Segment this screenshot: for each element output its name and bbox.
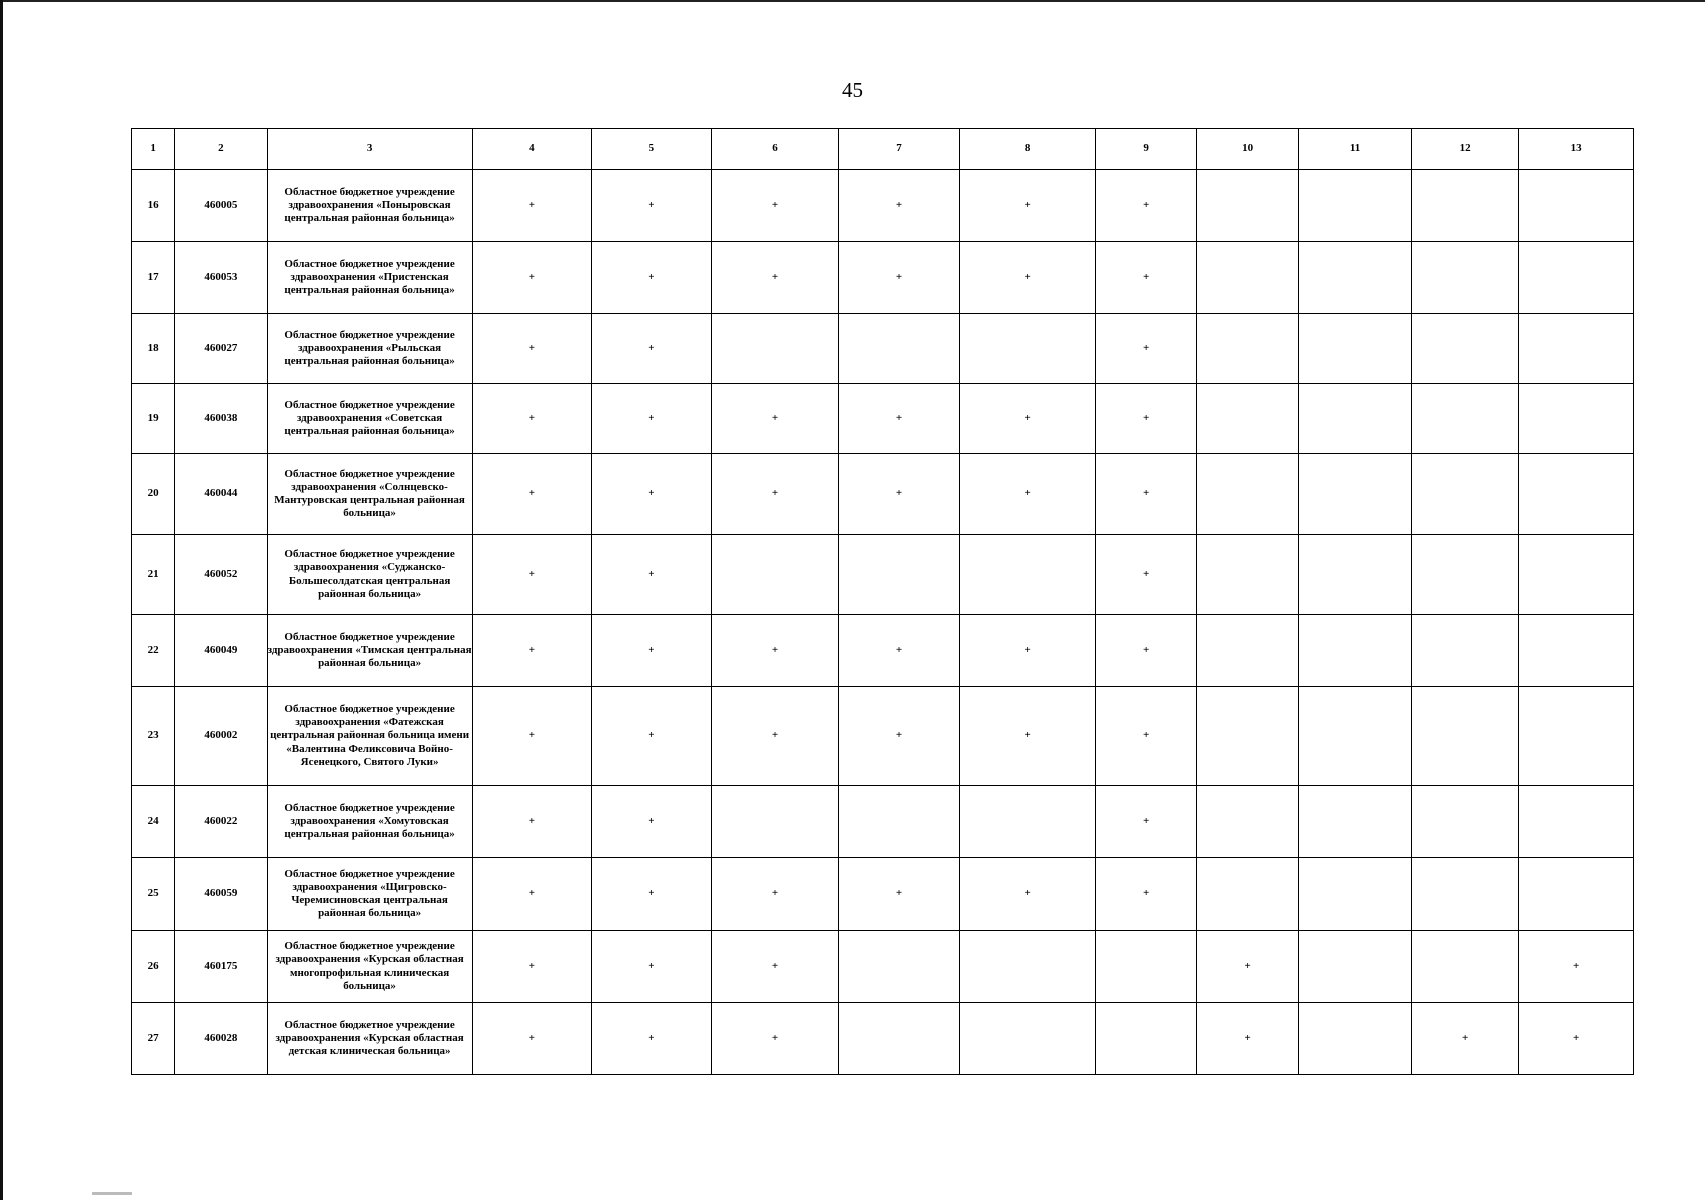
table-row	[132, 170, 1634, 242]
mark-cell-col-12	[1411, 615, 1519, 687]
mark-cell-col-12	[1411, 858, 1519, 931]
mark-cell-col-8: +	[959, 170, 1096, 242]
row-number: 26	[132, 931, 175, 1003]
mark-cell-col-5: +	[592, 858, 712, 931]
mark-cell-col-6: +	[711, 170, 839, 242]
mark-cell-col-12	[1411, 687, 1519, 786]
mark-cell-col-6: +	[711, 858, 839, 931]
mark-cell-col-10	[1196, 786, 1298, 858]
mark-cell-col-7: +	[839, 687, 960, 786]
mark-cell-col-10	[1196, 170, 1298, 242]
row-number: 19	[132, 384, 175, 454]
facility-name: Областное бюджетное учреждение здравоохранения «Тимская центральная районная больница»	[267, 615, 472, 687]
mark-cell-col-7	[839, 1003, 960, 1075]
mark-cell-col-5: +	[592, 931, 712, 1003]
mark-cell-col-12	[1411, 242, 1519, 314]
mark-cell-col-12	[1411, 384, 1519, 454]
column-header-5: 5	[592, 129, 712, 170]
mark-cell-col-13	[1519, 687, 1634, 786]
mark-cell-col-13	[1519, 786, 1634, 858]
mark-cell-col-7	[839, 535, 960, 615]
column-header-3: 3	[267, 129, 472, 170]
mark-cell-col-10	[1196, 242, 1298, 314]
mark-cell-col-11	[1299, 242, 1412, 314]
mark-cell-col-6	[711, 535, 839, 615]
row-number: 23	[132, 687, 175, 786]
column-header-4: 4	[472, 129, 592, 170]
mark-cell-col-9: +	[1096, 384, 1196, 454]
facility-name: Областное бюджетное учреждение здравоохранения «Курская областная детская клиническая больница»	[267, 1003, 472, 1075]
mark-cell-col-5: +	[592, 535, 712, 615]
facility-code: 460053	[175, 242, 267, 314]
column-header-7: 7	[839, 129, 960, 170]
mark-cell-col-11	[1299, 170, 1412, 242]
facility-code: 460049	[175, 615, 267, 687]
table-row	[132, 454, 1634, 535]
mark-cell-col-6: +	[711, 454, 839, 535]
mark-cell-col-11	[1299, 314, 1412, 384]
mark-cell-col-12	[1411, 314, 1519, 384]
mark-cell-col-13	[1519, 454, 1634, 535]
mark-cell-col-8: +	[959, 384, 1096, 454]
mark-cell-col-6: +	[711, 1003, 839, 1075]
mark-cell-col-9: +	[1096, 454, 1196, 535]
facility-code: 460052	[175, 535, 267, 615]
table-row	[132, 314, 1634, 384]
mark-cell-col-7	[839, 931, 960, 1003]
mark-cell-col-6: +	[711, 384, 839, 454]
facility-name: Областное бюджетное учреждение здравоохранения «Фатежская центральная районная больница имени «Валентина Феликсовича Войно-Ясенецкого, Святого Луки»	[267, 687, 472, 786]
mark-cell-col-13	[1519, 242, 1634, 314]
table-row	[132, 1003, 1634, 1075]
mark-cell-col-10	[1196, 858, 1298, 931]
mark-cell-col-8: +	[959, 242, 1096, 314]
mark-cell-col-7: +	[839, 242, 960, 314]
mark-cell-col-8	[959, 1003, 1096, 1075]
mark-cell-col-7: +	[839, 454, 960, 535]
column-header-13: 13	[1519, 129, 1634, 170]
mark-cell-col-5: +	[592, 314, 712, 384]
mark-cell-col-11	[1299, 454, 1412, 535]
mark-cell-col-6: +	[711, 687, 839, 786]
mark-cell-col-5: +	[592, 615, 712, 687]
facility-code: 460005	[175, 170, 267, 242]
mark-cell-col-4: +	[472, 314, 592, 384]
facility-name: Областное бюджетное учреждение здравоохранения «Поныровская центральная районная больница»	[267, 170, 472, 242]
row-number: 24	[132, 786, 175, 858]
page-left-edge	[0, 0, 3, 1200]
mark-cell-col-11	[1299, 931, 1412, 1003]
mark-cell-col-11	[1299, 786, 1412, 858]
mark-cell-col-8	[959, 786, 1096, 858]
page-number: 45	[842, 78, 863, 102]
mark-cell-col-8: +	[959, 858, 1096, 931]
mark-cell-col-8	[959, 535, 1096, 615]
mark-cell-col-6: +	[711, 615, 839, 687]
mark-cell-col-4: +	[472, 1003, 592, 1075]
mark-cell-col-11	[1299, 1003, 1412, 1075]
mark-cell-col-4: +	[472, 535, 592, 615]
mark-cell-col-7: +	[839, 384, 960, 454]
mark-cell-col-13	[1519, 170, 1634, 242]
mark-cell-col-12	[1411, 454, 1519, 535]
mark-cell-col-4: +	[472, 786, 592, 858]
mark-cell-col-6	[711, 786, 839, 858]
mark-cell-col-13	[1519, 314, 1634, 384]
mark-cell-col-4: +	[472, 615, 592, 687]
facility-name: Областное бюджетное учреждение здравоохранения «Курская областная многопрофильная клиническая больница»	[267, 931, 472, 1003]
facility-code: 460175	[175, 931, 267, 1003]
mark-cell-col-10	[1196, 384, 1298, 454]
mark-cell-col-10	[1196, 615, 1298, 687]
mark-cell-col-13: +	[1519, 931, 1634, 1003]
mark-cell-col-8: +	[959, 687, 1096, 786]
table-row	[132, 687, 1634, 786]
row-number: 25	[132, 858, 175, 931]
mark-cell-col-11	[1299, 535, 1412, 615]
facilities-table	[131, 128, 1634, 1075]
scan-artifact	[92, 1192, 132, 1195]
mark-cell-col-9: +	[1096, 687, 1196, 786]
header-row	[132, 129, 1634, 170]
mark-cell-col-4: +	[472, 687, 592, 786]
column-header-1: 1	[132, 129, 175, 170]
mark-cell-col-7	[839, 314, 960, 384]
facility-name: Областное бюджетное учреждение здравоохранения «Суджанско-Большесолдатская центральная районная больница»	[267, 535, 472, 615]
facility-code: 460027	[175, 314, 267, 384]
mark-cell-col-11	[1299, 687, 1412, 786]
table-row	[132, 786, 1634, 858]
table-row	[132, 858, 1634, 931]
mark-cell-col-9: +	[1096, 170, 1196, 242]
mark-cell-col-9: +	[1096, 242, 1196, 314]
mark-cell-col-8: +	[959, 615, 1096, 687]
facility-name: Областное бюджетное учреждение здравоохранения «Рыльская центральная районная больница»	[267, 314, 472, 384]
column-header-6: 6	[711, 129, 839, 170]
mark-cell-col-12	[1411, 535, 1519, 615]
mark-cell-col-10: +	[1196, 1003, 1298, 1075]
mark-cell-col-13: +	[1519, 1003, 1634, 1075]
mark-cell-col-10	[1196, 535, 1298, 615]
mark-cell-col-9	[1096, 1003, 1196, 1075]
row-number: 16	[132, 170, 175, 242]
mark-cell-col-5: +	[592, 454, 712, 535]
column-header-11: 11	[1299, 129, 1412, 170]
mark-cell-col-9: +	[1096, 535, 1196, 615]
mark-cell-col-11	[1299, 615, 1412, 687]
facility-code: 460022	[175, 786, 267, 858]
mark-cell-col-8: +	[959, 454, 1096, 535]
mark-cell-col-6: +	[711, 931, 839, 1003]
facility-name: Областное бюджетное учреждение здравоохранения «Хомутовская центральная районная больница»	[267, 786, 472, 858]
mark-cell-col-13	[1519, 384, 1634, 454]
row-number: 21	[132, 535, 175, 615]
mark-cell-col-10	[1196, 314, 1298, 384]
mark-cell-col-4: +	[472, 931, 592, 1003]
mark-cell-col-7	[839, 786, 960, 858]
facility-code: 460044	[175, 454, 267, 535]
mark-cell-col-7: +	[839, 615, 960, 687]
mark-cell-col-5: +	[592, 687, 712, 786]
mark-cell-col-9: +	[1096, 786, 1196, 858]
column-header-12: 12	[1411, 129, 1519, 170]
facility-code: 460002	[175, 687, 267, 786]
mark-cell-col-5: +	[592, 170, 712, 242]
mark-cell-col-12	[1411, 170, 1519, 242]
mark-cell-col-7: +	[839, 858, 960, 931]
mark-cell-col-5: +	[592, 1003, 712, 1075]
mark-cell-col-8	[959, 931, 1096, 1003]
mark-cell-col-9: +	[1096, 615, 1196, 687]
mark-cell-col-4: +	[472, 242, 592, 314]
mark-cell-col-4: +	[472, 858, 592, 931]
mark-cell-col-4: +	[472, 454, 592, 535]
mark-cell-col-9: +	[1096, 858, 1196, 931]
mark-cell-col-6	[711, 314, 839, 384]
mark-cell-col-5: +	[592, 384, 712, 454]
facility-name: Областное бюджетное учреждение здравоохранения «Пристенская центральная районная больница»	[267, 242, 472, 314]
mark-cell-col-10	[1196, 687, 1298, 786]
row-number: 27	[132, 1003, 175, 1075]
facility-code: 460028	[175, 1003, 267, 1075]
mark-cell-col-10	[1196, 454, 1298, 535]
mark-cell-col-5: +	[592, 786, 712, 858]
mark-cell-col-12	[1411, 931, 1519, 1003]
mark-cell-col-12	[1411, 786, 1519, 858]
facility-code: 460038	[175, 384, 267, 454]
page-top-edge	[0, 0, 1705, 2]
table-row	[132, 931, 1634, 1003]
column-header-9: 9	[1096, 129, 1196, 170]
mark-cell-col-4: +	[472, 170, 592, 242]
mark-cell-col-13	[1519, 858, 1634, 931]
column-header-8: 8	[959, 129, 1096, 170]
row-number: 17	[132, 242, 175, 314]
table-row	[132, 384, 1634, 454]
mark-cell-col-11	[1299, 384, 1412, 454]
table-body	[132, 170, 1634, 1075]
row-number: 20	[132, 454, 175, 535]
table-row	[132, 535, 1634, 615]
table-row	[132, 242, 1634, 314]
mark-cell-col-11	[1299, 858, 1412, 931]
column-header-2: 2	[175, 129, 267, 170]
mark-cell-col-7: +	[839, 170, 960, 242]
facility-name: Областное бюджетное учреждение здравоохранения «Солнцевско-Мантуровская центральная районная больница»	[267, 454, 472, 535]
table-row	[132, 615, 1634, 687]
row-number: 18	[132, 314, 175, 384]
mark-cell-col-6: +	[711, 242, 839, 314]
facility-code: 460059	[175, 858, 267, 931]
mark-cell-col-12: +	[1411, 1003, 1519, 1075]
column-header-10: 10	[1196, 129, 1298, 170]
mark-cell-col-9	[1096, 931, 1196, 1003]
mark-cell-col-10: +	[1196, 931, 1298, 1003]
facility-name: Областное бюджетное учреждение здравоохранения «Советская центральная районная больница»	[267, 384, 472, 454]
mark-cell-col-9: +	[1096, 314, 1196, 384]
facility-name: Областное бюджетное учреждение здравоохранения «Щигровско-Черемисиновская центральная районная больница»	[267, 858, 472, 931]
mark-cell-col-8	[959, 314, 1096, 384]
mark-cell-col-4: +	[472, 384, 592, 454]
mark-cell-col-13	[1519, 615, 1634, 687]
row-number: 22	[132, 615, 175, 687]
mark-cell-col-5: +	[592, 242, 712, 314]
mark-cell-col-13	[1519, 535, 1634, 615]
